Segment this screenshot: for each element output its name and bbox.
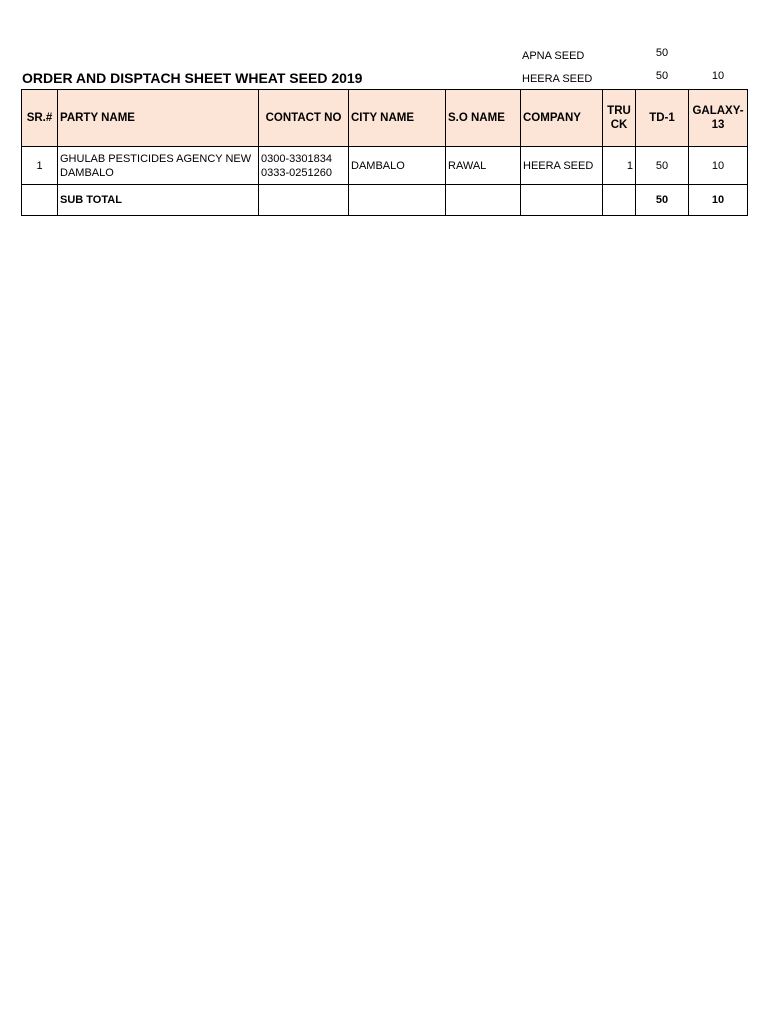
summary-label-heera: HEERA SEED xyxy=(522,73,593,85)
table-header-row xyxy=(22,90,748,147)
header-truck-line2: CK xyxy=(610,119,628,131)
header-galaxy xyxy=(689,90,748,147)
subtotal-cell-city xyxy=(349,185,446,216)
header-company: COMPANY xyxy=(521,90,603,147)
subtotal-cell-contact xyxy=(259,185,349,216)
header-galaxy-line1: GALAXY- xyxy=(692,105,744,117)
summary-label-apna: APNA SEED xyxy=(522,50,585,62)
header-contact-no: CONTACT NO xyxy=(259,90,349,147)
cell-party-name-line2: DAMBALO xyxy=(60,166,114,179)
cell-contact-line2: 0333-0251260 xyxy=(261,166,332,179)
cell-contact-no xyxy=(259,147,349,185)
cell-party-name xyxy=(58,147,259,185)
header-city-name: CITY NAME xyxy=(349,90,446,147)
cell-city-name: DAMBALO xyxy=(349,147,446,185)
table-row xyxy=(22,147,748,185)
header-truck xyxy=(603,90,636,147)
header-truck-line1: TRU xyxy=(607,105,631,117)
cell-td1: 50 xyxy=(636,147,689,185)
subtotal-cell-truck xyxy=(603,185,636,216)
header-galaxy-line2: 13 xyxy=(711,119,725,131)
summary-heera-galaxy: 10 xyxy=(711,70,725,82)
summary-heera-td: 50 xyxy=(655,70,669,82)
cell-truck: 1 xyxy=(603,147,636,185)
subtotal-label: SUB TOTAL xyxy=(58,185,259,216)
cell-contact-line1: 0300-3301834 xyxy=(261,152,332,165)
cell-sr: 1 xyxy=(22,147,58,185)
header-td1: TD-1 xyxy=(636,90,689,147)
header-party-name: PARTY NAME xyxy=(58,90,259,147)
header-so-name: S.O NAME xyxy=(446,90,521,147)
subtotal-row xyxy=(22,185,748,216)
header-sr: SR.# xyxy=(22,90,58,147)
cell-so-name: RAWAL xyxy=(446,147,521,185)
subtotal-td1: 50 xyxy=(636,185,689,216)
summary-apna-td: 50 xyxy=(655,47,669,59)
sheet-title: ORDER AND DISPTACH SHEET WHEAT SEED 2019 xyxy=(22,70,363,86)
subtotal-cell-company xyxy=(521,185,603,216)
subtotal-cell-so xyxy=(446,185,521,216)
cell-company: HEERA SEED xyxy=(521,147,603,185)
cell-galaxy: 10 xyxy=(689,147,748,185)
subtotal-cell-sr xyxy=(22,185,58,216)
subtotal-galaxy: 10 xyxy=(689,185,748,216)
cell-party-name-line1: GHULAB PESTICIDES AGENCY NEW xyxy=(60,152,252,165)
dispatch-table xyxy=(21,89,748,216)
